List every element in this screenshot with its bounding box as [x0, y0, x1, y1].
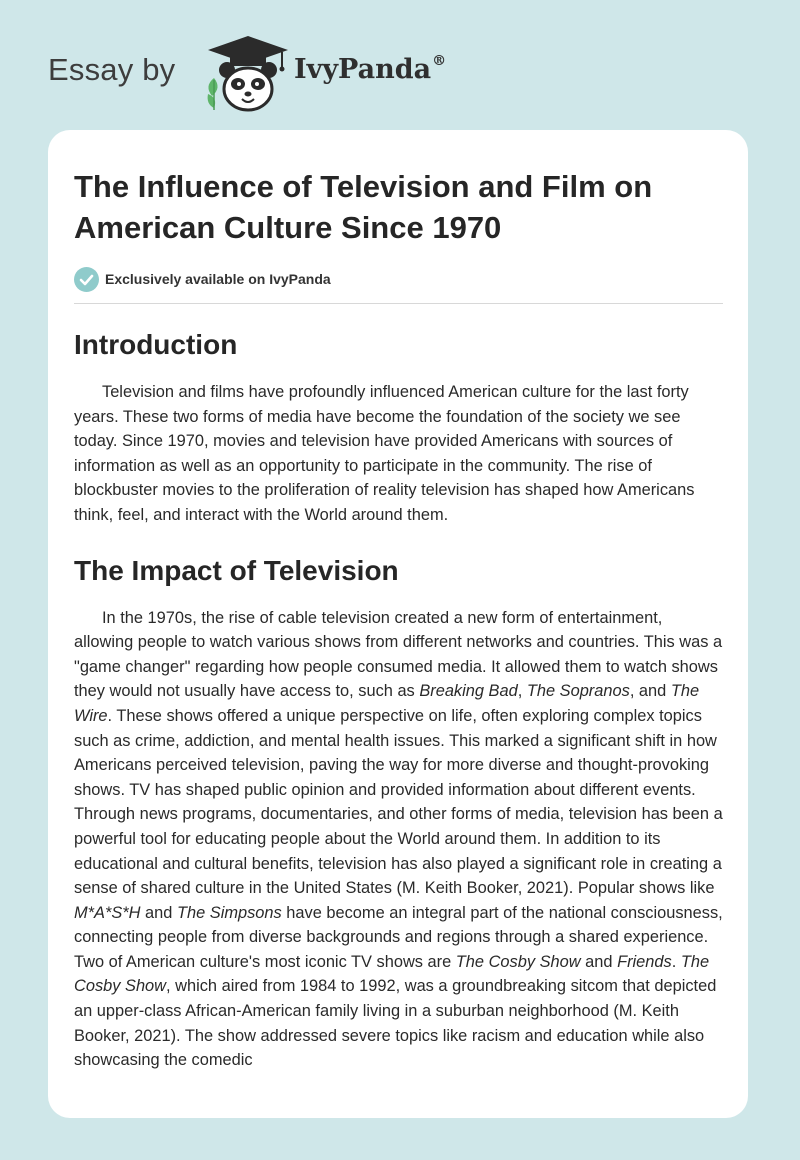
panda-graduate-logo-icon[interactable]	[200, 34, 296, 114]
show-title: The Sopranos	[526, 682, 630, 701]
trademark-mark: ®	[432, 53, 447, 69]
exclusive-label: Exclusively available on IvyPanda	[105, 271, 331, 287]
check-circle-icon	[74, 267, 99, 292]
title-divider	[74, 303, 723, 304]
paragraph-text: ,	[517, 682, 527, 701]
brand-label: IvyPanda	[294, 54, 432, 85]
essay-title: The Influence of Television and Film on American Culture Since 1970	[74, 169, 653, 245]
show-title: Friends	[617, 952, 672, 971]
show-title: Breaking Bad	[419, 682, 518, 701]
exclusive-badge	[74, 266, 723, 292]
essay-content	[74, 130, 723, 1073]
paragraph-text: . These shows offered a unique perspective on life, often exploring complex topics such as crime, addiction, and mental health issues. This marked a significant shift in how Americans perceived television, paving the way for more diverse and thought-provoking shows. TV has shaped public opinion and provided information about different events. Through news programs, documentaries, and other forms of media, television has been a powerful tool for educating people about the World around them. In addition to its educational and cultural benefits, television has also played a significant role in creating a sense of shared culture in the United States (M. Keith Booker, 2021). Popular shows like	[74, 706, 723, 898]
paragraph-text: and	[140, 903, 177, 922]
essay-card	[48, 130, 748, 1118]
site-header	[48, 34, 752, 114]
paragraph-text: In the 1970s, the rise of cable television created a new form of entertainment, allowing people to watch various shows from different networks and countries. This was a "game changer" regarding how people consumed media. It allowed them to watch shows they would not usually have access to, such as	[74, 608, 723, 701]
essay-by-label: Essay by	[48, 52, 176, 87]
paragraph-text: and	[580, 952, 618, 971]
show-title: The Cosby Show	[74, 952, 710, 996]
show-title: M*A*S*H	[74, 903, 141, 922]
paragraph-text: .	[671, 952, 681, 971]
show-title: The Simpsons	[176, 903, 282, 922]
section-heading-introduction: Introduction	[74, 329, 238, 360]
section-heading-impact-of-television: The Impact of Television	[74, 554, 399, 586]
impact-of-television-paragraph	[74, 606, 723, 1073]
paragraph-text: , which aired from 1984 to 1992, was a groundbreaking sitcom that depicted an upper-class African-American family living in a suburban neighborhood (M. Keith Booker, 2021). The show addressed severe topics like racism and education while also showcasing the comedic	[74, 977, 717, 1070]
brand-name[interactable]	[294, 53, 446, 85]
introduction-paragraph: Television and films have profoundly influenced American culture for the last forty years. These two forms of media have become the foundation of the society we see today. Since 1970, movies and television have provided Americans with sources of information as well as an opportunity to participate in the community. The rise of blockbuster movies to the proliferation of reality television has shaped how Americans think, feel, and interact with the World around them.	[74, 383, 695, 524]
paragraph-text: have become an integral part of the national consciousness, connecting people from diverse backgrounds and regions through a shared experience. Two of American culture's most iconic TV shows are	[74, 903, 723, 971]
show-title: The Cosby Show	[455, 952, 581, 971]
show-title: The Wire	[74, 682, 700, 725]
paragraph-text: , and	[629, 682, 671, 701]
